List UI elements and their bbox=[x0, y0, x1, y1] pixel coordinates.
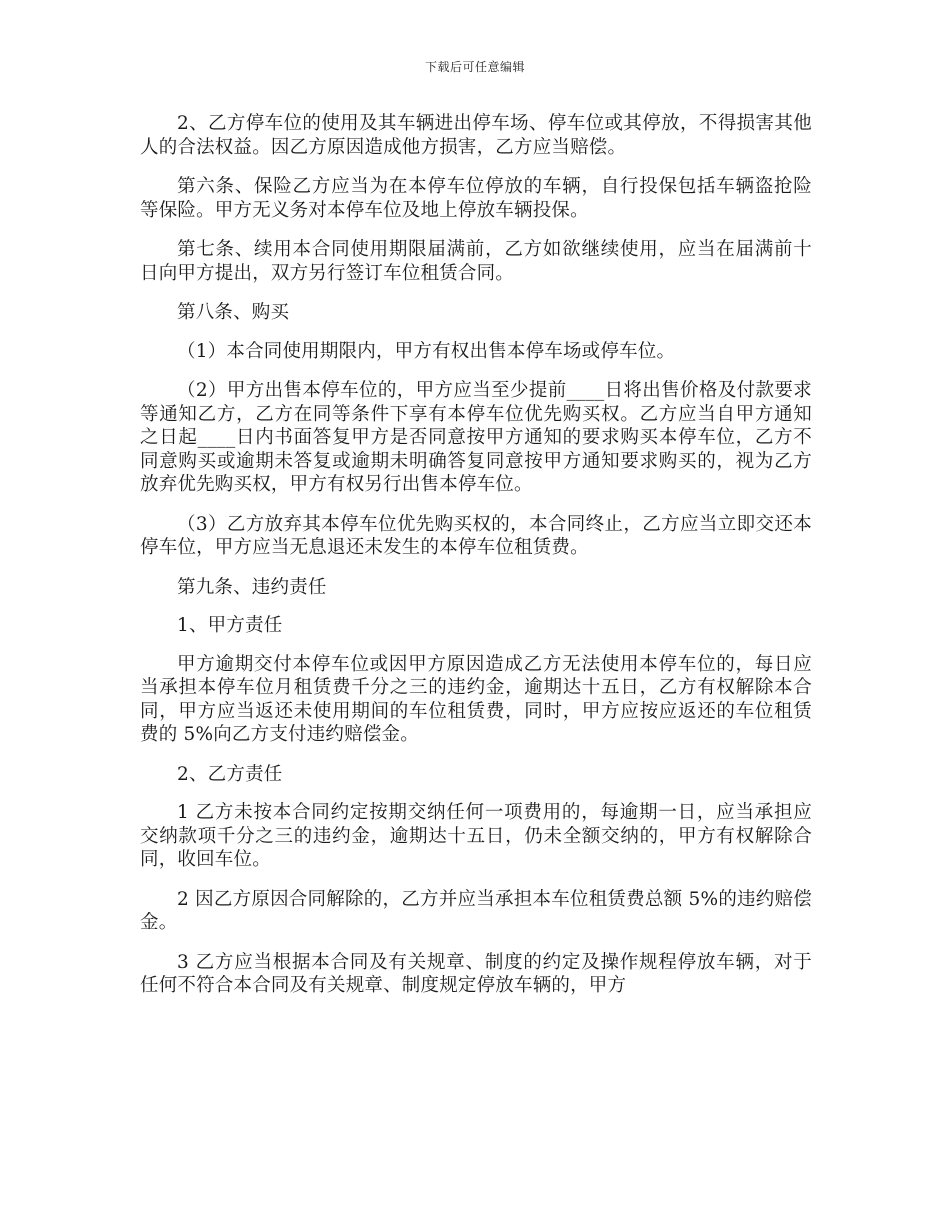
paragraph-2-rights: 2、乙方停车位的使用及其车辆进出停车场、停车位或其停放，不得损害其他人的合法权益。因乙方原因造成他方损害，乙方应当赔偿。 bbox=[140, 113, 812, 158]
paragraph-article-7-renewal: 第七条、续用本合同使用期限届满前，乙方如欲继续使用，应当在届满前十日向甲方提出，双方另行签订车位租赁合同。 bbox=[140, 239, 812, 284]
paragraph-article-6-insurance: 第六条、保险乙方应当为在本停车位停放的车辆，自行投保包括车辆盗抢险等保险。甲方无义务对本停车位及地上停放车辆投保。 bbox=[140, 176, 812, 221]
paragraph-party-b-2: 2 因乙方原因合同解除的，乙方并应当承担本车位租赁费总额 5%的违约赔偿金。 bbox=[140, 888, 812, 933]
heading-party-b-liability: 2、乙方责任 bbox=[177, 763, 283, 785]
paragraph-8-2: （2）甲方出售本停车位的，甲方应当至少提前____日将出售价格及付款要求等通知乙方，乙方在同等条件下享有本停车位优先购买权。乙方应当自甲方通知之日起____日内书面答复甲方是否同意按甲方通知的要求购买本停车位，乙方不同意购买或逾期未答复或逾期未明确答复同意按甲方通知要求购买的，视为乙方放弃优先购买权，甲方有权另行出售本停车位。 bbox=[140, 380, 812, 495]
paragraph-party-b-3: 3 乙方应当根据本合同及有关规章、制度的约定及操作规程停放车辆，对于任何不符合本合同及有关规章、制度规定停放车辆的，甲方 bbox=[140, 951, 812, 996]
heading-article-8-purchase: 第八条、购买 bbox=[177, 302, 290, 323]
paragraph-party-b-1: 1 乙方未按本合同约定按期交纳任何一项费用的，每逾期一日，应当承担应交纳款项千分之三的违约金，逾期达十五日，仍未全额交纳的，甲方有权解除合同，收回车位。 bbox=[140, 802, 812, 870]
header-note: 下载后可任意编辑 bbox=[424, 60, 525, 74]
paragraph-8-3: （3）乙方放弃其本停车位优先购买权的，本合同终止，乙方应当立即交还本停车位，甲方应当无息退还未发生的本停车位租赁费。 bbox=[140, 513, 812, 558]
heading-article-9-liability: 第九条、违约责任 bbox=[177, 576, 327, 598]
heading-party-a-liability: 1、甲方责任 bbox=[177, 615, 283, 636]
document-body bbox=[140, 112, 812, 1014]
paragraph-party-a-liability: 甲方逾期交付本停车位或因甲方原因造成乙方无法使用本停车位的，每日应当承担本停车位月租赁费千分之三的违约金，逾期达十五日，乙方有权解除本合同，甲方应当返还未使用期间的车位租赁费，同时，甲方应按应返还的车位租赁费的 5%向乙方支付违约赔偿金。 bbox=[140, 653, 812, 745]
paragraph-8-1: （1）本合同使用期限内，甲方有权出售本停车场或停车位。 bbox=[177, 340, 676, 362]
